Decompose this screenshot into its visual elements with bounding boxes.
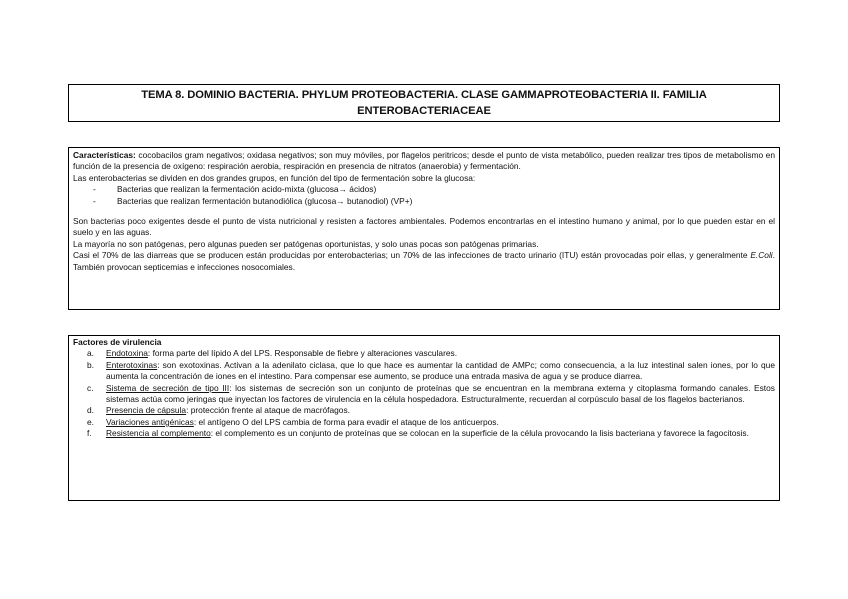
group-text: Bacterias que realizan la fermentación acido-mixta (glucosa→ ácidos) — [117, 184, 377, 195]
virulence-heading — [73, 337, 775, 348]
item-text: : el complemento es un conjunto de proteínas que se colocan en la superficie de la célula provocando la lisis bacteriana y favorece la fagocitosis. — [210, 428, 749, 439]
item-term: Endotoxina — [106, 348, 148, 359]
item-text: : protección frente al ataque de macrófagos. — [186, 405, 350, 416]
infections-text-b: . También provocan septicemias e infecciones nosocomiales. — [73, 250, 775, 272]
pathogenicity-paragraph: La mayoría no son patógenas, pero algunas pueden ser patógenas oportunistas, y solo unas pocas son patógenas primarias. — [73, 238, 539, 249]
item-letter: f. — [87, 428, 92, 439]
item-letter: d. — [87, 405, 94, 416]
ecoli-name: E.Coli — [750, 250, 773, 261]
list-item — [73, 184, 775, 195]
list-item — [73, 405, 775, 416]
item-term: Variaciones antigénicas — [106, 416, 194, 427]
item-term: Presencia de cápsula — [106, 405, 187, 416]
list-item — [73, 383, 775, 406]
item-letter: b. — [87, 359, 94, 370]
groups-intro: Las enterobacterias se dividen en dos grandes grupos, en función del tipo de fermentación sobre la glucosa: — [73, 172, 476, 183]
title-line-1: TEMA 8. DOMINIO BACTERIA. PHYLUM PROTEOBACTERIA. CLASE GAMMAPROTEOBACTERIA II. FAMILIA — [141, 89, 707, 101]
virulence-box — [68, 335, 780, 501]
dash-bullet: - — [93, 195, 96, 206]
item-text: : el antígeno O del LPS cambia de forma para evadir el ataque de los anticuerpos. — [193, 416, 499, 427]
item-text: : los sistemas de secreción son un conjunto de proteínas que se encuentran en la membrana externa y citoplasma formando canales. Estos sistemas actúa como jeringas que inyectan los factores de virulencia en la célula hospedadora. Estructuralmente, recuerdan al corpúsculo basal de los flagelos bacterianos. — [106, 382, 775, 405]
list-item — [73, 417, 775, 428]
list-item — [73, 360, 775, 383]
characteristics-label: Características: — [73, 150, 136, 160]
item-term: Enterotoxinas — [106, 359, 158, 370]
list-item — [73, 196, 775, 207]
characteristics-intro: cocobacilos gram negativos; oxidasa negativos; son muy móviles, por flagelos peritricos; desde el punto de vista metabólico, pueden realizar tres tipos de metabolismo en función de la presencia de oxígeno: respiración aerobia, respiración en presencia de nitratos (anaerobia) y fermentación. — [73, 150, 775, 172]
page-title — [69, 87, 779, 119]
nutrition-paragraph: Son bacterias poco exigentes desde el punto de vista nutricional y resisten a factores ambientales. Podemos encontrarlas en el intestino humano y animal, por lo que pueden estar en el suelo y en las aguas. — [73, 216, 775, 238]
item-letter: e. — [87, 416, 94, 427]
title-box — [68, 84, 780, 122]
item-term: Sistema de secreción de tipo III — [106, 382, 230, 393]
item-letter: a. — [87, 348, 94, 359]
infections-text-a: Casi el 70% de las diarreas que se producen están producidas por enterobacterias; un 70% de las infecciones de tracto urinario (ITU) están provocadas poir ellas, y generalmente — [73, 250, 751, 261]
list-item — [73, 348, 775, 359]
characteristics-box — [68, 147, 780, 310]
title-line-2: ENTEROBACTERIACEAE — [357, 105, 491, 117]
virulence-heading-text: Factores de virulencia — [73, 337, 162, 347]
group-text: Bacterias que realizan fermentación butanodiólica (glucosa→ butanodiol) (VP+) — [117, 195, 413, 206]
item-text: : forma parte del lípido A del LPS. Responsable de fiebre y alteraciones vasculares. — [147, 348, 458, 359]
item-term: Resistencia al complemento — [106, 428, 211, 439]
item-text: : son exotoxinas. Activan a la adenilato ciclasa, que lo que hace es aumentar la cantidad de AMPc; como consecuencia, a la luz intestinal salen iones, por lo que aumenta la concentración de iones en el intestino. Para compensar ese aumento, se produce una entrada masiva de agua y se produce diarrea. — [106, 359, 775, 382]
list-item — [73, 428, 775, 439]
item-letter: c. — [87, 382, 94, 393]
characteristics-paragraph — [73, 150, 775, 173]
infections-paragraph — [73, 250, 775, 273]
dash-bullet: - — [93, 184, 96, 195]
